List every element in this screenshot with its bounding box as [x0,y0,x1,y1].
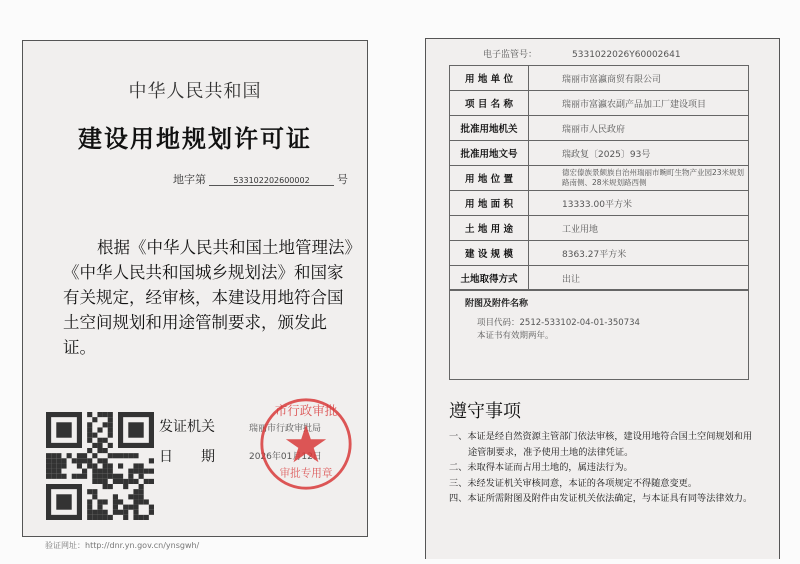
attachments-title: 附图及附件名称 [465,299,529,309]
number-suffix: 号 [337,173,348,186]
rule-item: 二、未取得本证而占用土地的，属违法行为。 [449,462,633,473]
certificate-left-page [22,40,368,537]
supervision-label: 电子监管号： [483,50,538,60]
rule-item: 三、未经发证机关审核同意，本证的各项规定不得随意变更。 [449,477,698,489]
row-key: 用 地 位 置 [450,166,529,191]
row-value: 瑞丽市富瀛商贸有限公司 [529,66,749,91]
row-key: 项 目 名 称 [450,91,529,116]
table-row [450,116,749,141]
rule-item: 四、本证所需附图及附件由发证机关依法确定，与本证具有同等法律效力。 [449,493,753,504]
table-row [450,91,749,116]
attachment-item: 项目代码：2512-533102-04-01-350734 [477,318,640,328]
certificate-body: 根据《中华人民共和国土地管理法》《中华人民共和国城乡规划法》和国家有关规定，经审核，本建设用地符合国土空间规划和用途管制要求，颁发此证。 [63,238,353,357]
qr-code[interactable] [46,411,154,521]
table-row [450,141,749,166]
attachments-box [449,289,749,380]
table-row [450,191,749,216]
row-value: 13333.00平方米 [529,191,749,216]
row-value: 8363.27平方米 [529,241,749,266]
supervision-value: 5331022026Y60002641 [572,50,681,60]
row-value: 瑞政复〔2025〕93号 [529,141,749,166]
table-row [450,166,749,191]
svg-text:市行政审批: 市行政审批 [274,403,338,419]
issuer-label: 发证机关 [159,419,215,435]
rule-item: 一、本证是经自然资源主管部门依法审核，建设用地符合国土空间规划和用途管制要求，准予使用土地的法律凭证。 [449,431,753,458]
table-row [450,266,749,291]
certificate-right-page [425,38,780,559]
row-key: 土地取得方式 [450,266,529,291]
row-key: 批准用地文号 [450,141,529,166]
date-label: 日 期 [159,449,215,465]
row-key: 建 设 规 模 [450,241,529,266]
number-prefix: 地字第 [173,173,206,186]
verify-url[interactable]: 验证网址：http://dnr.yn.gov.cn/ynsgwh/ [45,541,200,550]
supervision-number [483,47,681,60]
table-row [450,66,749,91]
row-key: 土 地 用 途 [450,216,529,241]
svg-text:审批专用章: 审批专用章 [279,467,333,480]
row-value: 出让 [529,266,749,291]
row-value: 瑞丽市人民政府 [529,116,749,141]
number-value: 533102202600002 [209,176,334,186]
row-key: 批准用地机关 [450,116,529,141]
rules-list [449,429,754,507]
certificate-title: 建设用地规划许可证 [78,125,312,153]
row-value: 德宏傣族景颇族自治州瑞丽市畹町生物产业园23米规划路南侧、28米规划路西侧 [529,166,749,191]
row-key: 用 地 面 积 [450,191,529,216]
table-row [450,241,749,266]
row-value: 瑞丽市富瀛农副产品加工厂建设项目 [529,91,749,116]
attachment-item: 本证书有效期两年。 [477,331,554,341]
table-row [450,216,749,241]
official-seal-stamp [258,396,354,492]
date-value: 2026年01月12日 [249,452,322,462]
land-info-table [449,65,749,291]
issuer-value: 瑞丽市行政审批局 [249,424,322,434]
row-value: 工业用地 [529,216,749,241]
country-heading: 中华人民共和国 [128,81,262,102]
row-key: 用 地 单 位 [450,66,529,91]
certificate-number [173,171,348,187]
rules-title: 遵守事项 [449,401,521,422]
